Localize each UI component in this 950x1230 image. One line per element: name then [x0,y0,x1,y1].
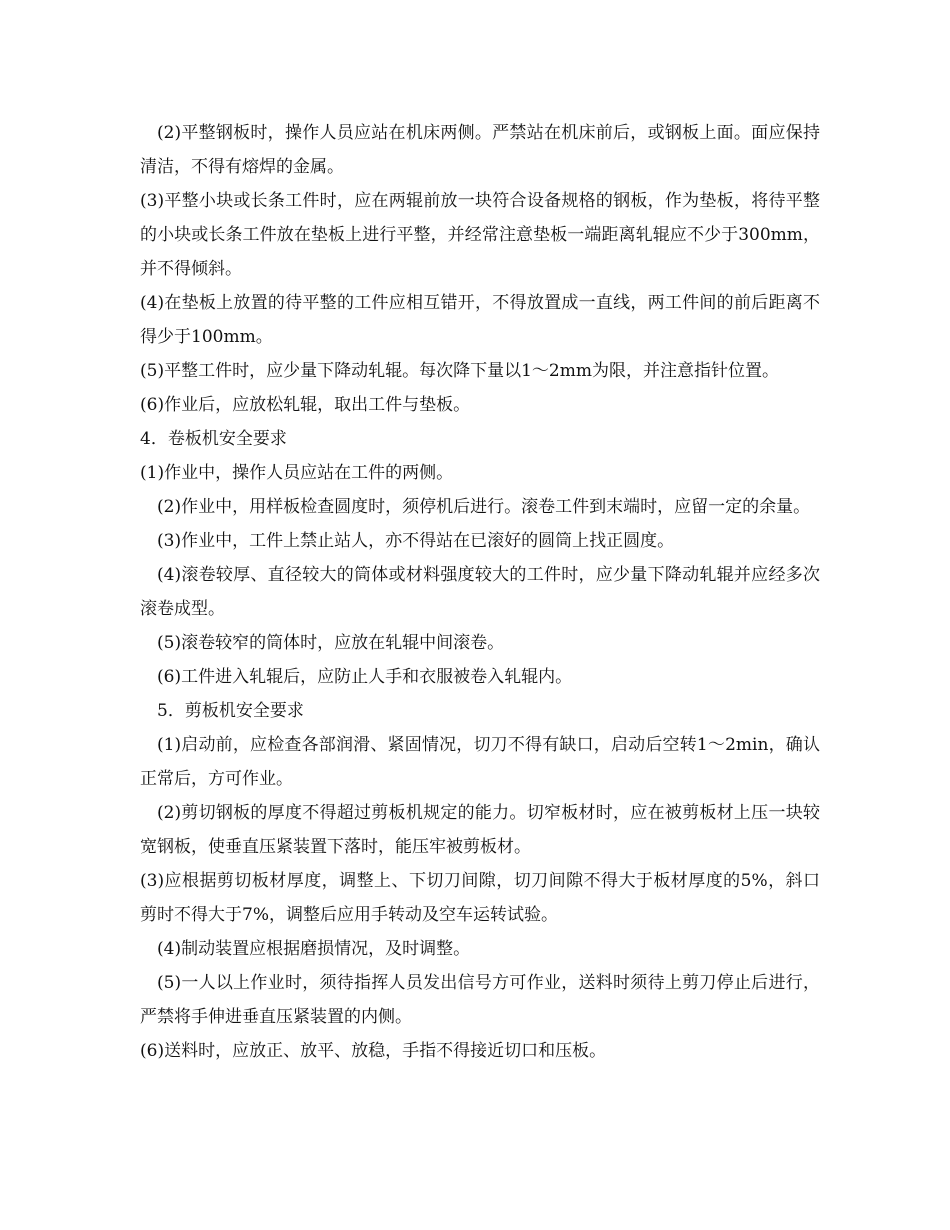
paragraph-shearing-3: (3)应根据剪切板材厚度，调整上、下切刀间隙，切刀间隙不得大于板材厚度的5%，斜口剪时不得大于7%，调整后应用手转动及空车运转试验。 [140,871,820,925]
paragraph-bending-3: (3)作业中，工件上禁止站人，亦不得站在已滚好的圆筒上找正圆度。 [157,531,675,551]
paragraph-shearing-6: (6)送料时，应放正、放平、放稳，手指不得接近切口和压板。 [140,1041,607,1061]
paragraph-shearing-5: (5)一人以上作业时，须待指挥人员发出信号方可作业，送料时须待上剪刀停止后进行，严禁将手伸进垂直压紧装置的内侧。 [140,973,820,1027]
paragraph-bending-2: (2)作业中，用样板检查圆度时，须停机后进行。滚卷工件到末端时，应留一定的余量。 [157,497,811,517]
paragraph-leveler-4: (4)在垫板上放置的待平整的工件应相互错开，不得放置成一直线，两工件间的前后距离不得少于100mm。 [140,293,820,347]
section-heading-plate-bending: 4．卷板机安全要求 [140,429,287,449]
paragraph-leveler-2: (2)平整钢板时，操作人员应站在机床两侧。严禁站在机床前后，或钢板上面。面应保持清洁，不得有熔焊的金属。 [140,123,820,177]
paragraph-shearing-2: (2)剪切钢板的厚度不得超过剪板机规定的能力。切窄板材时，应在被剪板材上压一块较宽钢板，使垂直压紧装置下落时，能压牢被剪板材。 [140,803,820,857]
document-page [140,116,820,1068]
paragraph-bending-6: (6)工件进入轧辊后，应防止人手和衣服被卷入轧辊内。 [157,667,573,687]
paragraph-bending-4: (4)滚卷较厚、直径较大的筒体或材料强度较大的工件时，应少量下降动轧辊并应经多次滚卷成型。 [140,565,820,619]
paragraph-bending-5: (5)滚卷较窄的筒体时，应放在轧辊中间滚卷。 [157,633,505,653]
paragraph-leveler-3: (3)平整小块或长条工件时，应在两辊前放一块符合设备规格的钢板，作为垫板，将待平整的小块或长条工件放在垫板上进行平整，并经常注意垫板一端距离轧辊应不少于300mm，并不得倾斜。 [140,191,820,279]
paragraph-leveler-6: (6)作业后，应放松轧辊，取出工件与垫板。 [140,395,471,415]
paragraph-shearing-1: (1)启动前，应检查各部润滑、紧固情况，切刀不得有缺口，启动后空转1～2min，确认正常后，方可作业。 [140,735,820,789]
paragraph-bending-1: (1)作业中，操作人员应站在工件的两侧。 [140,463,454,483]
section-heading-shearing: 5．剪板机安全要求 [157,701,304,721]
paragraph-shearing-4: (4)制动装置应根据磨损情况，及时调整。 [157,939,471,959]
paragraph-leveler-5: (5)平整工件时，应少量下降动轧辊。每次降下量以1～2mm为限，并注意指针位置。 [140,361,779,381]
